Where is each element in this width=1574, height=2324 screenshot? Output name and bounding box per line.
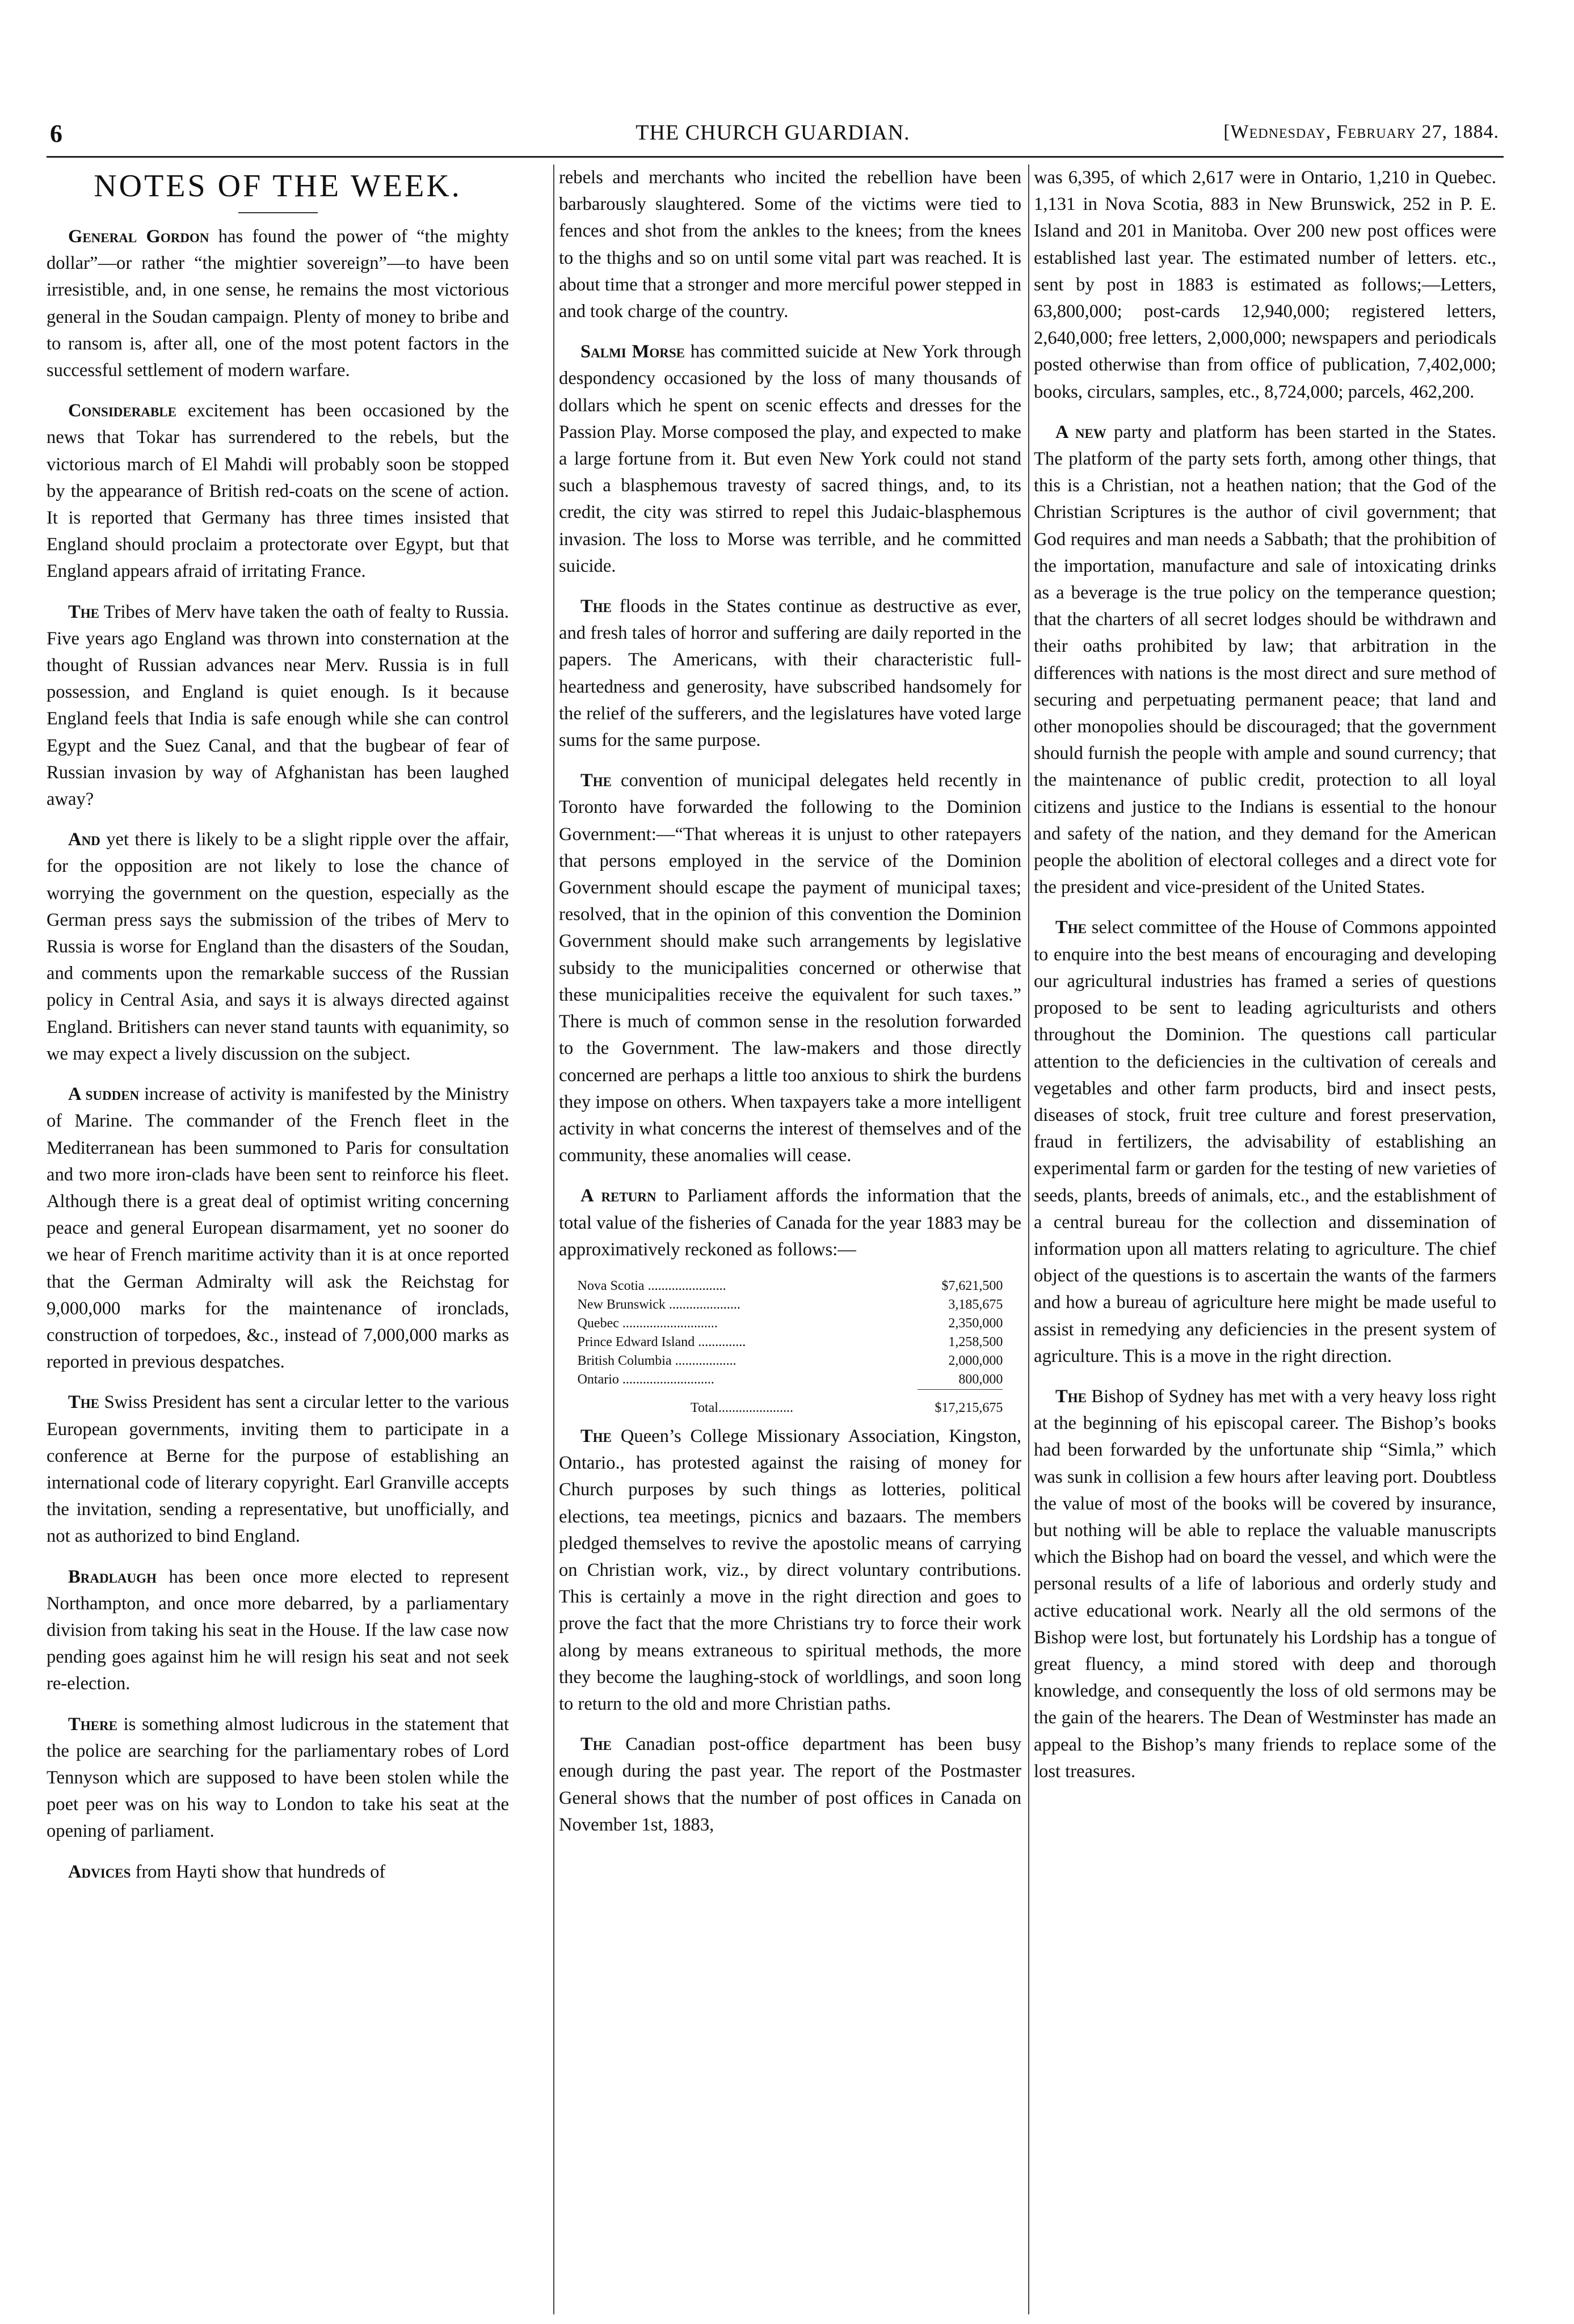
column-1-paragraphs: [47, 223, 509, 1886]
article-paragraph: [47, 1564, 509, 1698]
paragraph-lead: General Gordon: [68, 226, 209, 247]
paragraph-lead: The: [68, 601, 99, 622]
header-rule: [47, 156, 1504, 158]
newspaper-title: THE CHURCH GUARDIAN.: [636, 121, 910, 145]
column-divider: [553, 165, 554, 2314]
paragraph-lead: The: [1055, 1386, 1087, 1407]
paragraph-text: party and platform has been started in the States. The platform of the party sets forth, among other things, that this is a Christian, not a heathen nation; that the God of the Christian Scriptures is the author of civil government; that God requires and man needs a Sabbath; that the prohibition of the importation, manufacture and sale of intoxicating drinks as a beverage is the true policy on the temperance question; that the charters of all secret lodges should be withdrawn and their oaths prohibited by law; that arbitration in the differences with nations is the most direct and sure method of securing and perpetuating permanent peace; that land and other monopolies should be discouraged; that the government should furnish the people with ample and sound currency; that the maintenance of public credit, protection to all loyal citizens and justice to the Indians is essential to the honour and safety of the nation, and they demand for the American people the abolition of electoral colleges and a direct vote for the president and vice-president of the United States.: [1034, 421, 1496, 898]
paragraph-text: yet there is likely to be a slight ripple over the affair, for the opposition are not likely to lose the chance of worrying the government on the question, especially as the German press says the submission of the tribes of Merv to Russia is worse for England than the disasters of the Soudan, and comments upon the remarkable success of the Russian policy in Central Asia, and says it is always directed against England. Britishers can never stand taunts with equanimity, so we may expect a lively discussion on the subject.: [47, 829, 509, 1064]
article-paragraph: [1034, 914, 1496, 1369]
paragraph-text: to Parliament affords the information that the total value of the fisheries of Canada for the year 1883 may be approximatively reckoned as follows:—: [559, 1186, 1021, 1260]
article-paragraph: [47, 223, 509, 384]
fisheries-row: [578, 1314, 1003, 1333]
paragraph-lead: And: [68, 829, 100, 850]
paragraph-text: Tribes of Merv have taken the oath of fealty to Russia. Five years ago England was thrown into consternation at the thought of Russian advances near Merv. Russia is in full possession, and England is quiet enough. Is it because England feels that India is safe enough while she can control Egypt and the Suez Canal, and that the bugbear of fear of Russian invasion by way of Afghanistan has been laughed away?: [47, 601, 509, 810]
paragraph-text: was 6,395, of which 2,617 were in Ontario, 1,210 in Quebec. 1,131 in Nova Scotia, 883 in New Brunswick, 252 in P. E. Island and 201 in Manitoba. Over 200 new post offices were established last year. The estimated number of letters. etc., sent by post in 1883 is estimated as follows;—Letters, 63,800,000; post-cards 12,940,000; registered letters, 2,640,000; free letters, 2,000,000; newspapers and periodicals posted otherwise than from office of publication, 7,402,000; books, circulars, samples, etc., 8,724,000; parcels, 462,200.: [1034, 167, 1496, 402]
article-paragraph: [559, 165, 1021, 325]
column-2-paragraphs: [559, 165, 1021, 1263]
article-paragraph: [47, 599, 509, 813]
total-label: Total......................: [691, 1400, 793, 1415]
total-value: $17,215,675: [935, 1400, 1003, 1415]
article-paragraph: [47, 1389, 509, 1550]
column-divider: [1028, 165, 1029, 2314]
paragraph-lead: There: [68, 1714, 117, 1735]
paragraph-lead: A return: [580, 1186, 656, 1207]
paragraph-lead: The: [68, 1392, 99, 1413]
article-paragraph: [559, 1731, 1021, 1838]
province-value: 3,185,675: [948, 1297, 1003, 1312]
page-number: 6: [50, 120, 62, 147]
paragraph-text: from Hayti show that hundreds of: [131, 1861, 386, 1882]
paragraph-text: increase of activity is manifested by the Ministry of Marine. The commander of the French fleet in the Mediterranean has been summoned to Paris for consultation and two more iron-clads have been sent to reinforce his fleet. Although there is a great deal of optimist writing concerning peace and general European disarmament, yet no sooner do we hear of French maritime activity than it is at once reported that the German Admiralty will ask the Reichstag for 9,000,000 marks for the maintenance of ironclads, construction of torpedoes, &c., instead of 7,000,000 marks as reported in previous despatches.: [47, 1084, 509, 1373]
fisheries-row: [578, 1352, 1003, 1370]
paragraph-lead: Salmi Morse: [580, 341, 685, 362]
paragraph-text: Bishop of Sydney has met with a very heavy loss right at the beginning of his episcopal career. The Bishop’s books had been forwarded by the unfortunate ship “Simla,” which was sunk in collision a few hours after leaving port. Doubtless the value of most of the books will be covered by insurance, but nothing will be able to replace the valuable manuscripts which the Bishop had on board the vessel, and which were the personal results of a life of laborious and orderly study and active educational work. Nearly all the old sermons of the Bishop were lost, but fortunately his Lordship has a tongue of great fluency, a mind stored with deep and thorough knowledge, and consequently the loss of old sermons may be the gain of the hearers. The Dean of Westminster has made an appeal to the Bishop’s many friends to replace some of the lost treasures.: [1034, 1386, 1496, 1782]
column-3-paragraphs: [1034, 165, 1496, 1785]
paragraph-lead: The: [1055, 917, 1087, 938]
paragraph-text: Swiss President has sent a circular letter to the various European governments, inviting them to participate in a conference at Berne for the purpose of establishing an international code of literary copyright. Earl Granville accepts the invitation, sending a representative, but unofficially, and not as authorized to bind England.: [47, 1392, 509, 1547]
province-name: New Brunswick .....................: [577, 1297, 740, 1312]
fisheries-row: [578, 1296, 1003, 1314]
paragraph-text: has committed suicide at New York through despondency occasioned by the loss of many thousands of dollars which he spent on scenic effects and dresses for the Passion Play. Morse composed the play, and expected to make a large fortune from it. But even New York could not stand such a blasphemous travesty of sacred things, and, to its credit, the city was stirred to repel this Judaic-blasphemous invasion. The loss to Morse was terrible, and he committed suicide.: [559, 341, 1021, 576]
fisheries-row: [578, 1333, 1003, 1352]
paragraph-lead: Bradlaugh: [68, 1566, 157, 1587]
column-2b-paragraphs: [559, 1423, 1021, 1838]
article-paragraph: [47, 1081, 509, 1376]
section-title: NOTES OF THE WEEK.: [94, 168, 462, 204]
paragraph-text: floods in the States continue as destructive as ever, and fresh tales of horror and suffering are daily reported in the papers. The Americans, with their characteristic full-heartedness and generosity, have subscribed handsomely for the relief of the sufferers, and the legislatures have voted large sums for the same purpose.: [559, 596, 1021, 751]
paragraph-lead: The: [580, 1734, 612, 1755]
article-paragraph: [47, 1711, 509, 1845]
paragraph-text: Canadian post-office department has been busy enough during the past year. The report of the Postmaster General shows that the number of post offices in Canada on November 1st, 1883,: [559, 1734, 1021, 1835]
province-name: Quebec ............................: [577, 1315, 718, 1331]
article-paragraph: [559, 1423, 1021, 1718]
article-paragraph: [47, 826, 509, 1068]
fisheries-row: [578, 1277, 1003, 1296]
paragraph-lead: The: [580, 1425, 612, 1446]
article-paragraph: [47, 1859, 509, 1886]
article-paragraph: [559, 593, 1021, 754]
paragraph-text: select committee of the House of Commons appointed to enquire into the best means of encouraging and developing our agricultural industries has framed a series of questions proposed to be sent to leading agriculturists and others throughout the Dominion. The questions call particular attention to the deficiencies in the cultivation of cereals and vegetables and other farm products, bird and insect pests, diseases of stock, fruit tree culture and forest preservation, fraud in fertilizers, the advisability of establishing an experimental farm or garden for the testing of new varieties of seeds, plants, breeds of animals, etc., and the establishment of a central bureau for the collection and dissemination of information upon all matters relating to agriculture. The chief object of the questions is to ascertain the wants of the farmers and how a bureau of agriculture here might be made useful to assist in remedying any deficiencies in the present system of agriculture. This is a move in the right direction.: [1034, 917, 1496, 1366]
paragraph-text: convention of municipal delegates held recently in Toronto have forwarded the following to the Dominion Government:—“That whereas it is unjust to other ratepayers that persons employed in the service of the Dominion Government should escape the payment of municipal taxes; resolved, that in the opinion of this convention the Dominion Government should make such arrangements by legislative subsidy to the municipalities concerned or otherwise that these municipalities receive the equivalent for such taxes.” There is much of common sense in the resolution forwarded to the Government. The law-makers and those directly concerned are perhaps a little too anxious to shirk the burdens they impose on others. When taxpayers take a more intelligent activity in what concerns the interest of themselves and of the community, these anomalies will cease.: [559, 770, 1021, 1166]
paragraph-lead: The: [580, 770, 612, 791]
paragraph-text: has been once more elected to represent Northampton, and once more debarred, by a parliamentary division from taking his seat in the House. If the law case now pending goes against him he will resign his seat and not seek re-election.: [47, 1566, 509, 1694]
column-2: [559, 165, 1021, 1852]
paragraph-text: is something almost ludicrous in the statement that the police are searching for the parliamentary robes of Lord Tennyson which are supposed to have been stolen while the poet peer was on his way to London to take his seat at the opening of parliament.: [47, 1714, 509, 1842]
province-value: 2,350,000: [948, 1315, 1003, 1331]
fisheries-total-row: [578, 1390, 1003, 1418]
article-paragraph: [559, 1183, 1021, 1263]
column-3: [1034, 165, 1496, 1799]
fisheries-row: [578, 1370, 1003, 1389]
column-1: [47, 165, 509, 1899]
fisheries-rows: [578, 1277, 1003, 1389]
paragraph-lead: The: [580, 596, 612, 617]
province-name: Prince Edward Island ..............: [577, 1334, 746, 1349]
article-paragraph: [1034, 165, 1496, 406]
paragraph-text: excitement has been occasioned by the news that Tokar has surrendered to the rebels, but the victorious march of El Mahdi will probably soon be stopped by the appearance of British red-coats on the scene of action. It is reported that Germany has three times insisted that England should proclaim a protectorate over Egypt, but that England appears afraid of irritating France.: [47, 400, 509, 582]
province-name: Nova Scotia .......................: [577, 1278, 726, 1293]
issue-date: [Wednesday, February 27, 1884.: [1223, 121, 1499, 142]
province-value: $7,621,500: [941, 1278, 1003, 1293]
paragraph-lead: A new: [1055, 421, 1106, 442]
article-paragraph: [1034, 1384, 1496, 1785]
paragraph-lead: Advices: [68, 1861, 131, 1882]
province-value: 2,000,000: [948, 1353, 1003, 1368]
paragraph-lead: A sudden: [68, 1084, 140, 1105]
province-name: Ontario ...........................: [577, 1372, 714, 1387]
article-paragraph: [559, 767, 1021, 1169]
paragraph-lead: Considerable: [68, 400, 176, 421]
province-name: British Columbia ..................: [577, 1353, 737, 1368]
article-paragraph: [47, 398, 509, 585]
title-rule: [238, 212, 318, 213]
paragraph-text: Queen’s College Missionary Association, Kingston, Ontario., has protested against the raising of money for Church purposes by such things as lotteries, political elections, tea meetings, picnics and bazaars. The members pledged themselves to revive the apostolic means of carrying on Christian work, viz., by direct voluntary contributions. This is certainly a move in the right direction and goes to prove the fact that the more Christians try to force their work along by means extraneous to spiritual methods, the more they become the laughing-stock of worldlings, and soon long to return to the old and more Christian paths.: [559, 1425, 1021, 1714]
province-value: 800,000: [958, 1372, 1003, 1387]
paragraph-text: has found the power of “the mighty dollar”—or rather “the mightier sovereign”—to have been irresistible, and, in one sense, he remains the most victorious general in the Soudan campaign. Plenty of money to bribe and to ransom is, after all, one of the most potent factors in the successful settlement of modern warfare.: [47, 226, 509, 381]
article-paragraph: [1034, 419, 1496, 901]
paragraph-text: rebels and merchants who incited the rebellion have been barbarously slaughtered. Some of the victims were tied to fences and shot from the ankles to the knees; from the knees to the thighs and so on until some vital part was reached. It is about time that a stronger and more merciful power stepped in and took charge of the country.: [559, 167, 1021, 322]
fisheries-table: [578, 1277, 1003, 1418]
page-header: [47, 119, 1499, 154]
article-paragraph: [559, 339, 1021, 580]
province-value: 1,258,500: [948, 1334, 1003, 1349]
